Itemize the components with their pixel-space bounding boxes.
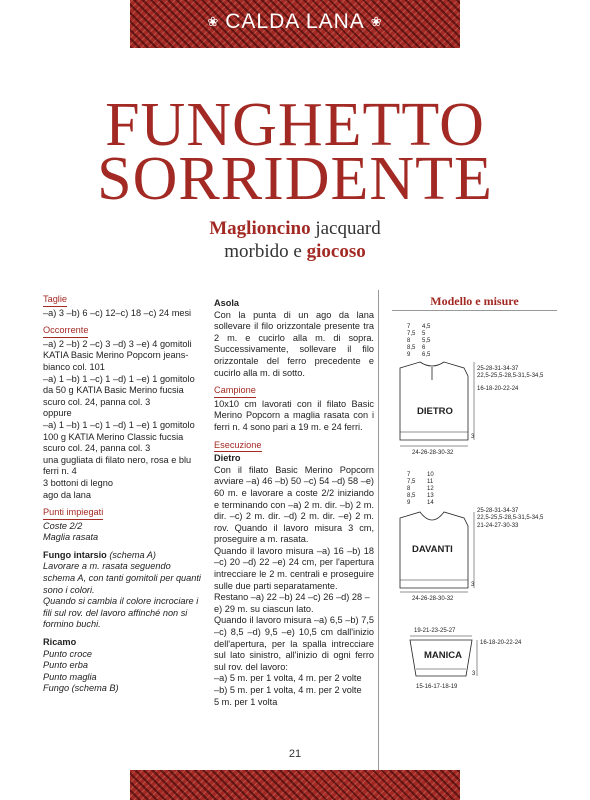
ricamo-line: Punto erba	[43, 660, 88, 671]
davanti-side-low: 21-24-27-30-33	[477, 523, 519, 529]
occorrente-line: –a) 2 –b) 2 –c) 3 –d) 3 –e) 4 gomitoli KATIA Basic Merino Popcorn jeans-bianco col. 101	[43, 338, 192, 372]
davanti-label: DAVANTI	[412, 544, 453, 555]
magazine-brand	[130, 10, 460, 34]
dietro-text: Quando il lavoro misura –a) 16 –b) 18 –c) 20 –d) 22 –e) 24 cm, per l'apertura intrecciare le 2 m. centrali e proseguire sulle due parti separatamente.	[214, 545, 374, 591]
davanti-rib: 3	[471, 582, 475, 588]
diagram-dietro	[382, 318, 582, 458]
asola-title: Asola	[214, 298, 240, 308]
manica-rib: 3	[472, 671, 476, 677]
footer-pattern-band	[130, 770, 460, 800]
taglie-text: –a) 3 –b) 6 –c) 12–c) 18 –c) 24 mesi	[43, 307, 192, 318]
occorrente-line: oppure	[43, 408, 72, 419]
dietro-text: 5 m. per 1 volta	[214, 696, 278, 707]
dietro-num: 6,5	[422, 352, 431, 358]
subtitle-word-3: morbido e	[224, 241, 307, 262]
occorrente-line: ferri n. 4	[43, 466, 77, 477]
dietro-side-mid: 22,5-25,5-28,5-31,5-34,5	[477, 373, 544, 379]
subtitle-word-4: giocoso	[306, 241, 366, 262]
davanti-num: 9	[407, 500, 411, 506]
diagram-manica	[382, 624, 582, 690]
dietro-rib: 3	[471, 434, 475, 440]
davanti-num: 7	[407, 472, 411, 478]
dietro-side-low: 16-18-20-22-24	[477, 386, 519, 392]
dietro-num: 6	[422, 345, 426, 351]
fungo-ref: (schema A)	[106, 549, 156, 560]
dietro-text: Con il filato Basic Merino Popcorn avviare –a) 46 –b) 50 –c) 54 –d) 58 –e) 60 m. e lavorare a coste 2/2 iniziando e terminando con –a) 2 m. dir. –b) 2 m. dir. –c) 2 m. dir. –d) 2 m. dir. –e) 2 m. rov. Quando il lavoro misura 3 cm, proseguire a m. rasata.	[214, 464, 374, 545]
davanti-num: 14	[427, 500, 434, 506]
dietro-label: DIETRO	[417, 406, 453, 417]
fungo-text: Lavorare a m. rasata seguendo schema A, con tanti gomitoli per quanti sono i colori.	[43, 561, 201, 595]
section-heading-taglie: Taglie	[43, 294, 67, 307]
flower-icon-left: ❀	[207, 14, 220, 30]
ricamo-title: Ricamo	[43, 637, 77, 648]
occorrente-line: 3 bottoni di legno	[43, 477, 113, 488]
ricamo-line: Punto maglia	[43, 671, 97, 682]
section-heading-punti: Punti impiegati	[43, 507, 103, 520]
figures-title-rule	[392, 310, 557, 311]
manica-side: 16-18-20-22-24	[480, 640, 522, 646]
davanti-num: 11	[427, 479, 434, 485]
occorrente-line: una gugliata di filato nero, rosa e blu	[43, 454, 192, 465]
dietro-text: –a) 5 m. per 1 volta, 4 m. per 2 volte	[214, 673, 362, 684]
davanti-num: 8,5	[407, 493, 416, 499]
manica-top: 19-21-23-25-27	[414, 628, 456, 634]
ricamo-line: Fungo (schema B)	[43, 683, 119, 694]
dietro-num: 9	[407, 352, 411, 358]
column-divider	[378, 290, 379, 775]
dietro-num: 4,5	[422, 324, 431, 330]
subtitle-word-1: Maglioncino	[209, 218, 311, 239]
page-number: 21	[288, 748, 302, 760]
page-title	[0, 91, 590, 213]
section-heading-campione: Campione	[214, 385, 256, 398]
punti-line: Maglia rasata	[43, 532, 99, 543]
brand-label: CALDA LANA	[225, 10, 365, 33]
occorrente-line: ago da lana	[43, 489, 92, 500]
manica-bottom: 15-16-17-18-19	[416, 684, 458, 690]
title-line-1: FUNGHETTO	[105, 91, 485, 159]
manica-label: MANICA	[424, 650, 462, 661]
fungo-text-2: Quando si cambia il colore incrociare i fili sul rov. del lavoro affinché non si formino buchi.	[43, 596, 199, 630]
davanti-num: 13	[427, 493, 434, 499]
dietro-num: 8	[407, 338, 411, 344]
diagram-davanti	[382, 466, 582, 606]
title-line-2: SORRIDENTE	[97, 145, 493, 213]
dietro-side-top: 25-28-31-34-37	[477, 366, 519, 372]
davanti-side-top: 25-28-31-34-37	[477, 508, 519, 514]
figures-title: Modello e misure	[430, 294, 519, 308]
dietro-num: 5	[422, 331, 426, 337]
instructions-column-left	[43, 294, 203, 695]
asola-text: Con la punta di un ago da lana sollevare il filo orizzontale presente tra 2 m. e cucirlo alla m. di sopra. Successivamente, sollevare il filo orizzontale del ferro precedente e cucirlo alla m. di sotto.	[214, 309, 374, 378]
occorrente-line: –a) 1 –b) 1 –c) 1 –d) 1 –e) 1 gomitolo da 50 g KATIA Basic Merino fucsia scuro col. 24, panna col. 3	[43, 373, 195, 407]
davanti-num: 12	[427, 486, 434, 492]
dietro-num: 7,5	[407, 331, 416, 337]
page-subtitle	[0, 217, 590, 263]
ricamo-line: Punto croce	[43, 648, 93, 659]
watermark: PassionForum.ru	[500, 782, 554, 789]
dietro-num: 8,5	[407, 345, 416, 351]
dietro-num: 7	[407, 324, 411, 330]
flower-icon-right: ❀	[370, 14, 383, 30]
occorrente-line: –a) 1 –b) 1 –c) 1 –d) 1 –e) 1 gomitolo 100 g KATIA Merino Classic fucsia scuro col. 24, panna col. 3	[43, 419, 195, 454]
davanti-num: 7,5	[407, 479, 416, 485]
dietro-num: 5,5	[422, 338, 431, 344]
subtitle-word-2: jacquard	[310, 218, 381, 239]
instructions-column-middle	[214, 298, 374, 708]
campione-text: 10x10 cm lavorati con il filato Basic Merino Popcorn a maglia rasata con i ferri n. 4 sono pari a 19 m. e 24 ferri.	[214, 398, 374, 432]
fungo-title: Fungo intarsio	[43, 549, 107, 560]
davanti-num: 8	[407, 486, 411, 492]
dietro-title: Dietro	[214, 453, 241, 464]
punti-line: Coste 2/2	[43, 520, 83, 531]
davanti-side-mid: 22,5-25,5-28,5-31,5-34,5	[477, 515, 544, 521]
dietro-text: Quando il lavoro misura –a) 6,5 –b) 7,5 –c) 8,5 –d) 9,5 –e) 10,5 cm dall'inizio dell'apertura, per la spalla intrecciare sul lato sinistro, all'inizio di ogni ferro sul rov. del lavoro:	[214, 615, 374, 672]
dietro-bottom: 24-26-28-30-32	[412, 450, 454, 456]
davanti-num: 10	[427, 472, 434, 478]
section-heading-esecuzione: Esecuzione	[214, 440, 262, 453]
section-heading-occorrente: Occorrente	[43, 325, 88, 338]
dietro-text: –b) 5 m. per 1 volta, 4 m. per 2 volte	[214, 685, 362, 695]
dietro-text: Restano –a) 22 –b) 24 –c) 26 –d) 28 –e) 29 m. su ciascun lato.	[214, 592, 370, 614]
davanti-bottom: 24-26-28-30-32	[412, 596, 454, 602]
